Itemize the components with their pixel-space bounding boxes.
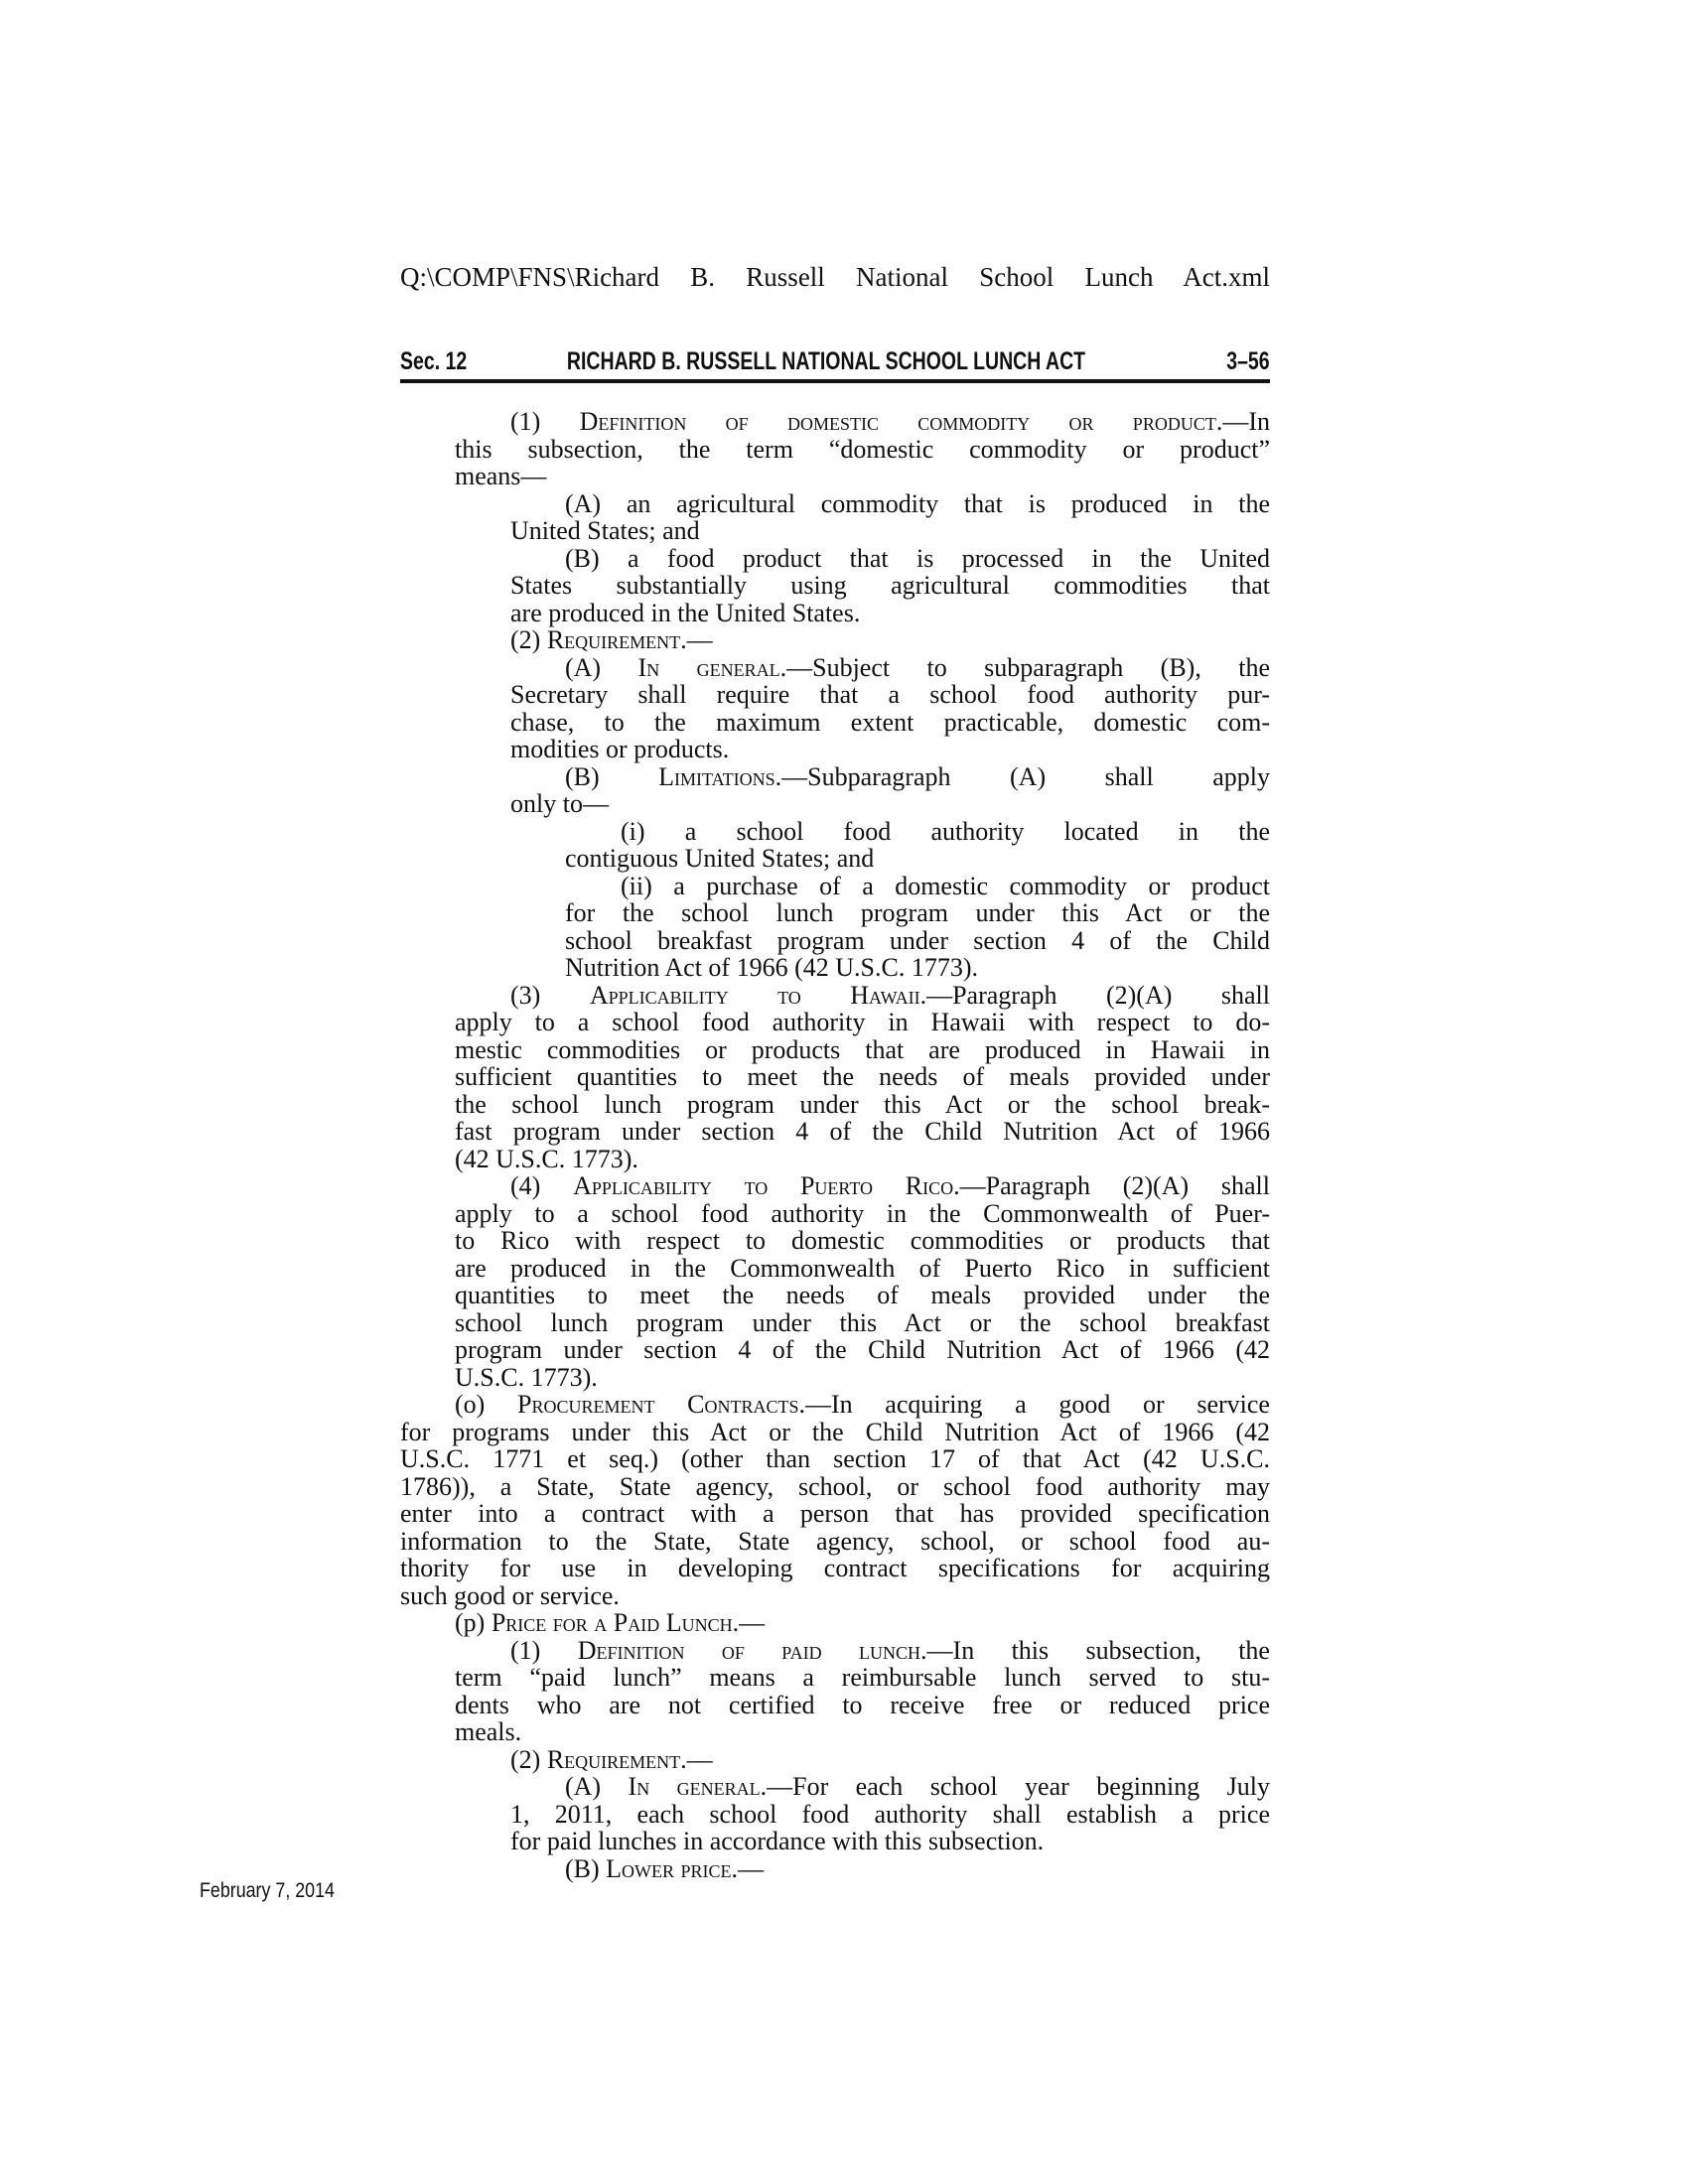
line-text: such good or service. (400, 1580, 620, 1610)
text-line (565, 1855, 1270, 1883)
heading-smallcaps: In general. (637, 652, 787, 682)
line-text: quantities to meet the needs of meals provided under the (455, 1281, 1270, 1309)
text-line (455, 1692, 1270, 1719)
text-line (510, 408, 1270, 436)
text-line (400, 1419, 1270, 1446)
line-text: for the school lunch program under this Act or the (565, 898, 1270, 927)
text-line (455, 1336, 1270, 1364)
text-line (565, 763, 1270, 791)
heading-smallcaps: Limitations. (658, 761, 782, 791)
running-head (400, 347, 1270, 379)
line-text: (4) (510, 1171, 574, 1200)
heading-smallcaps: Procurement Contracts. (516, 1390, 805, 1419)
line-text: (B) (565, 1853, 607, 1883)
text-line (621, 818, 1270, 846)
line-text: program under section 4 of the Child Nutrition Act of 1966 (42 (455, 1335, 1270, 1364)
line-text: —In acquiring a good or service (804, 1390, 1270, 1419)
text-line (455, 1227, 1270, 1255)
line-text: only to— (510, 789, 609, 818)
line-text: means— (455, 462, 547, 490)
text-line (565, 545, 1270, 573)
line-text: school breakfast program under section 4 of the Child (565, 925, 1270, 955)
line-text: — (738, 1853, 765, 1883)
line-text: (2) (510, 625, 547, 654)
line-text: (o) (455, 1390, 517, 1419)
text-line (510, 1172, 1270, 1200)
line-text: (A) (565, 1772, 629, 1801)
text-line (510, 1828, 1270, 1855)
text-line (565, 954, 1270, 982)
line-text: (p) (455, 1608, 492, 1637)
line-text: U.S.C. 1773). (455, 1362, 598, 1392)
line-text: —In (1222, 407, 1270, 436)
line-text: are produced in the United States. (510, 598, 861, 627)
line-text: mestic commodities or products that are produced in Hawaii in (455, 1034, 1270, 1064)
line-text: (A) (565, 652, 638, 682)
text-line (510, 681, 1270, 709)
line-text: States substantially using agricultural commodities that (510, 571, 1270, 600)
line-text: (B) a food product that is processed in the United (565, 543, 1270, 573)
line-text: meals. (455, 1717, 522, 1746)
line-text: (1) (510, 1635, 578, 1665)
line-text: —In this subsection, the (926, 1635, 1270, 1665)
line-text: (i) a school food authority located in the (621, 816, 1270, 846)
text-line (455, 1036, 1270, 1064)
text-line (455, 1118, 1270, 1146)
line-text: — (686, 1744, 713, 1774)
line-text: (3) (510, 980, 590, 1010)
heading-smallcaps: In general. (628, 1772, 768, 1801)
text-line (455, 1364, 1270, 1392)
text-line (621, 873, 1270, 900)
line-text: to Rico with respect to domestic commodities or products that (455, 1226, 1270, 1255)
page-number: 3–56 (1226, 347, 1270, 375)
text-line (400, 1555, 1270, 1582)
text-line (455, 1609, 1270, 1637)
line-text: —Paragraph (2)(A) shall (959, 1171, 1270, 1200)
line-text: United States; and (510, 516, 700, 545)
line-text: thority for use in developing contract specifications for acquiring (400, 1554, 1270, 1582)
line-text: U.S.C. 1771 et seq.) (other than section 17 of that Act (42 U.S.C. (400, 1444, 1270, 1473)
text-line (455, 1309, 1270, 1337)
text-line (510, 982, 1270, 1010)
text-line (510, 517, 1270, 545)
line-text: apply to a school food authority in the Commonwealth of Puer- (455, 1198, 1270, 1228)
text-line (455, 1664, 1270, 1692)
line-text: —Subparagraph (A) shall apply (781, 761, 1270, 791)
heading-smallcaps: Definition of domestic commodity or product. (579, 407, 1223, 436)
line-text: this subsection, the term “domestic commodity or product” (455, 434, 1270, 464)
footer-date: February 7, 2014 (200, 1879, 335, 1902)
header-rule (400, 379, 1270, 383)
text-line (455, 1282, 1270, 1309)
line-text: school lunch program under this Act or the school breakfast (455, 1307, 1270, 1337)
line-text: (1) (510, 407, 580, 436)
line-text: (42 U.S.C. 1773). (455, 1144, 638, 1173)
line-text: are produced in the Commonwealth of Puerto Rico in sufficient (455, 1253, 1270, 1283)
text-line (455, 1255, 1270, 1283)
text-line (455, 1718, 1270, 1746)
line-text: (2) (510, 1744, 547, 1774)
text-line (565, 845, 1270, 873)
heading-smallcaps: Definition of paid lunch. (577, 1635, 927, 1665)
text-line (455, 1200, 1270, 1228)
line-text: for programs under this Act or the Child Nutrition Act of 1966 (42 (400, 1417, 1270, 1446)
line-text: contiguous United States; and (565, 844, 875, 873)
line-text: (A) an agricultural commodity that is produced in the (565, 488, 1270, 518)
heading-smallcaps: Requirement. (546, 625, 687, 654)
line-text: Nutrition Act of 1966 (42 U.S.C. 1773). (565, 953, 978, 982)
text-line (510, 1746, 1270, 1774)
line-text: 1, 2011, each school food authority shall establish a price (510, 1799, 1270, 1829)
heading-smallcaps: Requirement. (546, 1744, 687, 1774)
text-line (565, 899, 1270, 927)
text-line (510, 1801, 1270, 1829)
line-text: fast program under section 4 of the Child Nutrition Act of 1966 (455, 1117, 1270, 1146)
text-line (455, 463, 1270, 490)
line-text: 1786)), a State, State agency, school, or school food authority may (400, 1471, 1270, 1501)
text-line (455, 1146, 1270, 1173)
text-line (565, 490, 1270, 518)
text-line (510, 600, 1270, 627)
line-text: term “paid lunch” means a reimbursable lunch served to stu- (455, 1663, 1270, 1692)
text-line (455, 436, 1270, 464)
section-number: Sec. 12 (400, 347, 468, 375)
text-line (455, 1009, 1270, 1036)
text-line (455, 1391, 1270, 1419)
text-line (565, 927, 1270, 955)
text-line (510, 572, 1270, 600)
text-line (510, 790, 1270, 818)
text-line (455, 1063, 1270, 1091)
line-text: the school lunch program under this Act or the school break- (455, 1089, 1270, 1119)
line-text: —Subject to subparagraph (B), the (786, 652, 1271, 682)
text-line (400, 1582, 1270, 1610)
line-text: (B) (565, 761, 659, 791)
heading-smallcaps: Price for a Paid Lunch. (491, 1608, 740, 1637)
text-line (510, 736, 1270, 763)
text-line (565, 654, 1270, 682)
text-line (400, 1473, 1270, 1501)
line-text: Secretary shall require that a school food authority pur- (510, 680, 1270, 709)
line-text: —Paragraph (2)(A) shall (926, 980, 1270, 1010)
heading-smallcaps: Applicability to Hawaii. (589, 980, 927, 1010)
line-text: chase, to the maximum extent practicable, domestic com- (510, 707, 1270, 737)
text-line (455, 1091, 1270, 1119)
heading-smallcaps: Applicability to Puerto Rico. (573, 1171, 960, 1200)
line-text: enter into a contract with a person that has provided specification (400, 1499, 1270, 1528)
file-path: Q:\COMP\FNS\Richard B. Russell National School Lunch Act.xml (400, 262, 1270, 292)
line-text: modities or products. (510, 735, 730, 763)
heading-smallcaps: Lower price. (606, 1853, 739, 1883)
text-line (510, 709, 1270, 737)
line-text: dents who are not certified to receive free or reduced price (455, 1690, 1270, 1719)
line-text: for paid lunches in accordance with this subsection. (510, 1827, 1045, 1855)
text-line (400, 1528, 1270, 1556)
text-line (400, 1445, 1270, 1473)
line-text: apply to a school food authority in Hawaii with respect to do- (455, 1008, 1270, 1036)
text-line (565, 1773, 1270, 1801)
line-text: sufficient quantities to meet the needs of meals provided under (455, 1062, 1270, 1091)
line-text: —For each school year beginning July (767, 1772, 1270, 1801)
text-line (510, 626, 1270, 654)
text-line (510, 1637, 1270, 1665)
text-line (400, 1500, 1270, 1528)
line-text: — (686, 625, 713, 654)
line-text: information to the State, State agency, school, or school food au- (400, 1526, 1270, 1556)
line-text: (ii) a purchase of a domestic commodity or product (621, 871, 1270, 900)
act-title: RICHARD B. RUSSELL NATIONAL SCHOOL LUNCH ACT (567, 347, 1086, 375)
line-text: — (739, 1608, 766, 1637)
